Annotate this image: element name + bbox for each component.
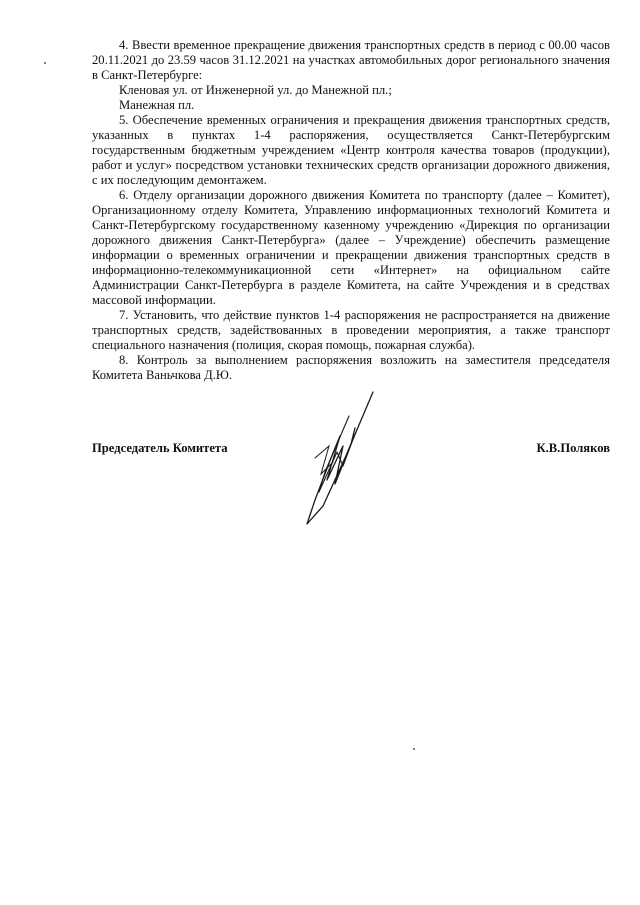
- paragraph-5: 5. Обеспечение временных ограничения и прекращения движения транспортных средств, указанных в пунктах 1-4 распоряжения, осуществляется Санкт-Петербургским государственным бюджетным учреждением «Центр контроля качества товаров (продукции), работ и услуг» посредством установки технических средств организации дорожного движения, с их последующим демонтажем.: [92, 113, 610, 187]
- paragraph-4: 4. Ввести временное прекращение движения транспортных средств в период с 00.00 часов 20.11.2021 до 23.59 часов 31.12.2021 на участках автомобильных дорог регионального значения в Санкт-Петербурге:: [92, 38, 610, 82]
- document-body: [92, 38, 610, 383]
- signatory-name: К.В.Поляков: [536, 441, 610, 455]
- signatory-title: Председатель Комитета: [92, 441, 228, 455]
- paragraph-8: 8. Контроль за выполнением распоряжения возложить на заместителя председателя Комитета Ваньчкова Д.Ю.: [92, 353, 610, 382]
- paragraph-7: 7. Установить, что действие пунктов 1-4 распоряжения не распространяется на движение транспортных средств, задействованных в проведении мероприятия, а также транспорт специального назначения (полиция, скорая помощь, пожарная служба).: [92, 308, 610, 352]
- handwritten-signature: [285, 388, 385, 528]
- paragraph-6: 6. Отделу организации дорожного движения Комитета по транспорту (далее – Комитет), Организационному отделу Комитета, Управлению информационных технологий Комитета и Санкт-Петербургскому государственному казенному учреждению «Дирекция по организации дорожного движения Санкт-Петербурга» (далее – Учреждение) обеспечить размещение информации о временных ограничении и прекращении движения транспортных средств в информационно-телекоммуникационной сети «Интернет» на официальном сайте Администрации Санкт-Петербурга в разделе Комитета, на сайте Учреждения и в средствах массовой информации.: [92, 188, 610, 307]
- paragraph-road-2: Манежная пл.: [119, 98, 195, 112]
- paragraph-road-1: Кленовая ул. от Инженерной ул. до Манежной пл.;: [119, 83, 392, 97]
- scan-speck: [413, 748, 415, 750]
- scan-speck: [44, 62, 46, 64]
